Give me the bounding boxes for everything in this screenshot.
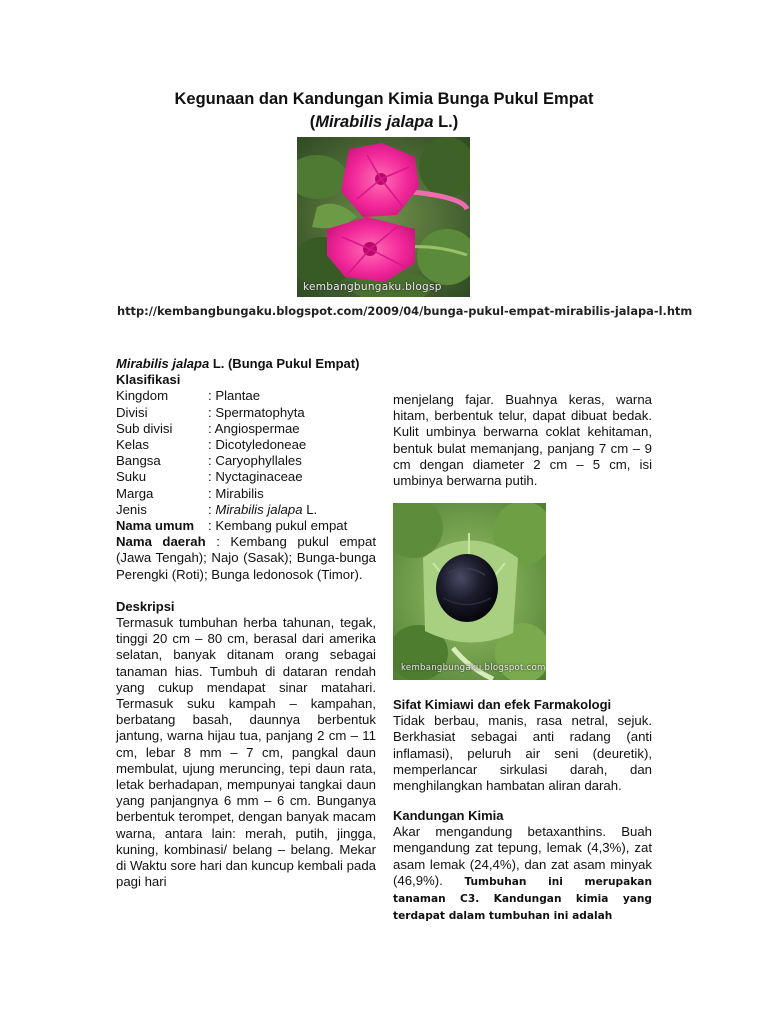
nama-umum-row bbox=[116, 518, 376, 534]
deskripsi-heading: Deskripsi bbox=[116, 598, 175, 614]
photo-watermark: kembangbungaku.blogspot.com bbox=[401, 663, 546, 673]
row-value: : Caryophyllales bbox=[208, 453, 302, 469]
kandungan-heading: Kandungan Kimia bbox=[393, 808, 504, 823]
sifat-section bbox=[393, 697, 652, 794]
row-value: : Mirabilis bbox=[208, 485, 264, 501]
seed-photo-image bbox=[393, 503, 546, 680]
sifat-heading: Sifat Kimiawi dan efek Farmakologi bbox=[393, 697, 612, 712]
species-heading-rest: L. (Bunga Pukul Empat) bbox=[209, 356, 360, 371]
table-row bbox=[116, 437, 376, 453]
table-row bbox=[116, 453, 376, 469]
kandungan-text bbox=[393, 824, 652, 924]
species-heading-italic: Mirabilis jalapa bbox=[116, 356, 210, 371]
jenis-rest: L. bbox=[302, 501, 318, 517]
species-heading bbox=[116, 356, 376, 372]
row-key: Marga bbox=[116, 485, 154, 501]
nama-umum-value: : Kembang pukul empat bbox=[208, 518, 348, 534]
nama-daerah-value: : Kembang pukul empat (Jawa Tengah); Najo (Sasak); Bunga-bunga Perengki (Roti); Bunga ledonosok (Timor). bbox=[116, 534, 376, 582]
row-value: : Dicotyledoneae bbox=[208, 437, 307, 453]
jenis-italic: Mirabilis jalapa bbox=[215, 501, 303, 517]
table-row bbox=[116, 388, 376, 404]
sifat-text: Tidak berbau, manis, rasa netral, sejuk. Berkhasiat sebagai anti radang (anti inflamasi), peluruh air seni (deuretik), memperlancar sirkulasi darah, dan menghilangkan hambatan aliran darah. bbox=[393, 713, 652, 794]
seed-photo bbox=[393, 503, 546, 680]
table-row bbox=[116, 486, 376, 502]
jenis-row bbox=[116, 502, 376, 518]
jenis-colon: : bbox=[208, 501, 216, 517]
table-row bbox=[116, 421, 376, 437]
table-row bbox=[116, 469, 376, 485]
subtitle-species: Mirabilis jalapa bbox=[315, 113, 434, 131]
row-value: : Spermatophyta bbox=[208, 404, 305, 420]
row-key: Sub divisi bbox=[116, 420, 173, 436]
nama-daerah-paragraph bbox=[116, 534, 376, 583]
klasifikasi-heading: Klasifikasi bbox=[116, 372, 181, 388]
left-column bbox=[116, 356, 376, 891]
flower-photo bbox=[297, 137, 470, 297]
kandungan-section bbox=[393, 808, 652, 924]
nama-daerah-key: Nama daerah bbox=[116, 534, 206, 550]
document-title: Kegunaan dan Kandungan Kimia Bunga Pukul Empat bbox=[174, 90, 594, 108]
row-key: Bangsa bbox=[116, 453, 161, 469]
photo-watermark: kembangbungaku.blogsp bbox=[303, 281, 442, 293]
source-url[interactable]: http://kembangbungaku.blogspot.com/2009/04/bunga-pukul-empat-mirabilis-jalapa-l.htm bbox=[117, 304, 693, 318]
row-value: : Nyctaginaceae bbox=[208, 469, 303, 485]
continuation-text: menjelang fajar. Buahnya keras, warna hitam, berbentuk telur, dapat dibuat bedak. Kulit umbinya berwarna coklat kehitaman, bentuk bulat memanjang, panjang 7 cm – 9 cm dengan diameter 2 cm – 5 cm, isi umbinya berwarna putih. bbox=[393, 392, 652, 489]
classification-table bbox=[116, 388, 376, 534]
subtitle-open: ( bbox=[309, 113, 316, 131]
deskripsi-text: Termasuk tumbuhan herba tahunan, tegak, tinggi 20 cm – 80 cm, berasal dari amerika selatan, banyak ditanam orang sebagai tanaman hias. Tumbuh di dataran rendah yang cukup mendapat sinar matahari. Termasuk suku kampah – kampahan, berbatang basah, daunnya berbentuk jantung, warna hijau tua, panjang 2 cm – 11 cm, lebar 8 mm – 7 cm, pangkal daun membulat, ujung meruncing, tepi daun rata, letak berhadapan, mempunyai tangkai daun yang panjangnya 6 mm – 6 cm. Bunganya berbentuk terompet, dengan banyak macam warna, antara lain: merah, putih, jingga, kuning, kombinasi/ belang – belang. Mekar di Waktu sore hari dan kuncup kembali pada pagi hari bbox=[116, 615, 376, 890]
nama-umum-key: Nama umum bbox=[116, 518, 195, 534]
row-key: Kelas bbox=[116, 437, 149, 453]
jenis-key: Jenis bbox=[116, 501, 147, 517]
row-key: Suku bbox=[116, 469, 147, 485]
subtitle-close: L.) bbox=[433, 113, 459, 131]
row-value: : Plantae bbox=[208, 388, 261, 404]
row-key: Kingdom bbox=[116, 388, 169, 404]
row-value: : Angiospermae bbox=[208, 420, 300, 436]
row-key: Divisi bbox=[116, 404, 148, 420]
document-subtitle bbox=[0, 113, 768, 132]
kandungan-small: Tumbuhan ini merupakan tanaman C3. Kandungan kimia yang terdapat dalam tumbuhan ini adalah bbox=[393, 875, 652, 923]
table-row bbox=[116, 405, 376, 421]
kandungan-main: Akar mengandung betaxanthins. Buah mengandung zat tepung, lemak (4,3%), zat asam lemak (24,4%), dan zat asam minyak (46,9%). bbox=[393, 824, 652, 888]
jenis-value bbox=[208, 502, 376, 518]
flower-photo-image bbox=[297, 137, 470, 297]
